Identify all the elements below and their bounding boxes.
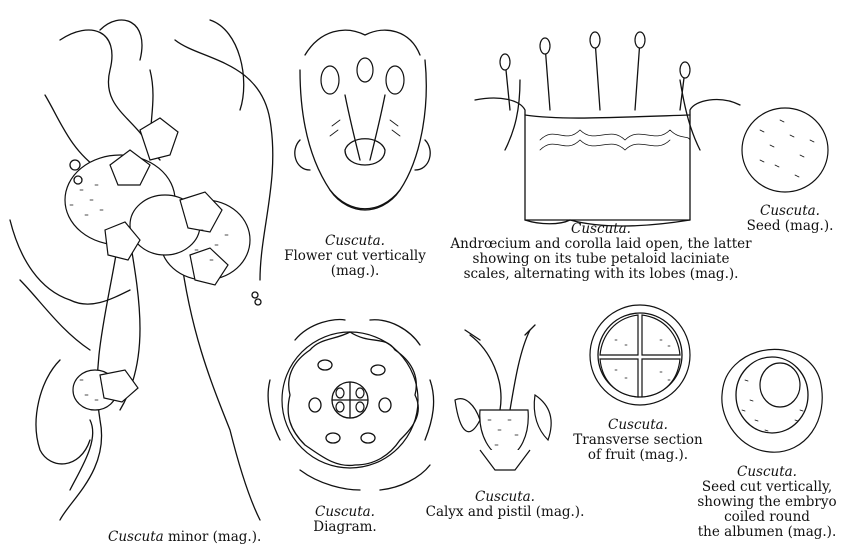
seed-drawing — [742, 108, 828, 192]
caption-line: the albumen (mag.). — [697, 524, 837, 540]
caption-diagram — [290, 505, 400, 535]
caption-text: minor (mag.). — [163, 529, 262, 545]
caption-line: scales, alternating with its lobes (mag.). — [463, 266, 739, 282]
caption-genus: Cuscuta. — [737, 464, 797, 480]
caption-line: of fruit (mag.). — [587, 447, 689, 463]
caption-genus: Cuscuta. — [571, 221, 631, 237]
caption-genus: Cuscuta. — [608, 417, 668, 433]
caption-line: Seed cut vertically, — [701, 479, 833, 495]
caption-line: Diagram. — [313, 519, 377, 535]
caption-calyx-pistil — [415, 490, 595, 520]
transverse-section-drawing — [590, 305, 690, 405]
caption-line: Transverse section — [573, 432, 703, 448]
caption-genus: Cuscuta. — [315, 504, 375, 520]
caption-line: Flower cut vertically — [284, 248, 426, 264]
caption-line: showing on its tube petaloid laciniate — [472, 251, 730, 267]
caption-genus: Cuscuta. — [475, 489, 535, 505]
calyx-pistil-drawing — [455, 325, 551, 470]
caption-seed — [745, 204, 835, 234]
caption-genus: Cuscuta. — [325, 233, 385, 249]
caption-cuscuta-minor — [108, 530, 261, 545]
floral-diagram-drawing — [268, 320, 434, 490]
caption-transverse-section — [563, 418, 713, 463]
caption-line: Calyx and pistil (mag.). — [425, 504, 585, 520]
cuscuta-minor-drawing — [10, 20, 273, 520]
caption-line: (mag.). — [330, 263, 380, 279]
caption-line: Seed (mag.). — [746, 218, 834, 234]
flower-cut-drawing — [295, 30, 430, 210]
caption-line: showing the embryo — [697, 494, 837, 510]
seed-cut-drawing — [722, 349, 822, 452]
caption-line: Andrœcium and corolla laid open, the latter — [450, 236, 752, 252]
caption-genus: Cuscuta — [108, 529, 164, 545]
caption-androecium — [438, 222, 764, 282]
androecium-drawing — [475, 32, 740, 226]
caption-genus: Cuscuta. — [760, 203, 820, 219]
caption-seed-cut — [686, 465, 848, 540]
caption-line: coiled round — [724, 509, 810, 525]
caption-flower-cut — [270, 234, 440, 279]
